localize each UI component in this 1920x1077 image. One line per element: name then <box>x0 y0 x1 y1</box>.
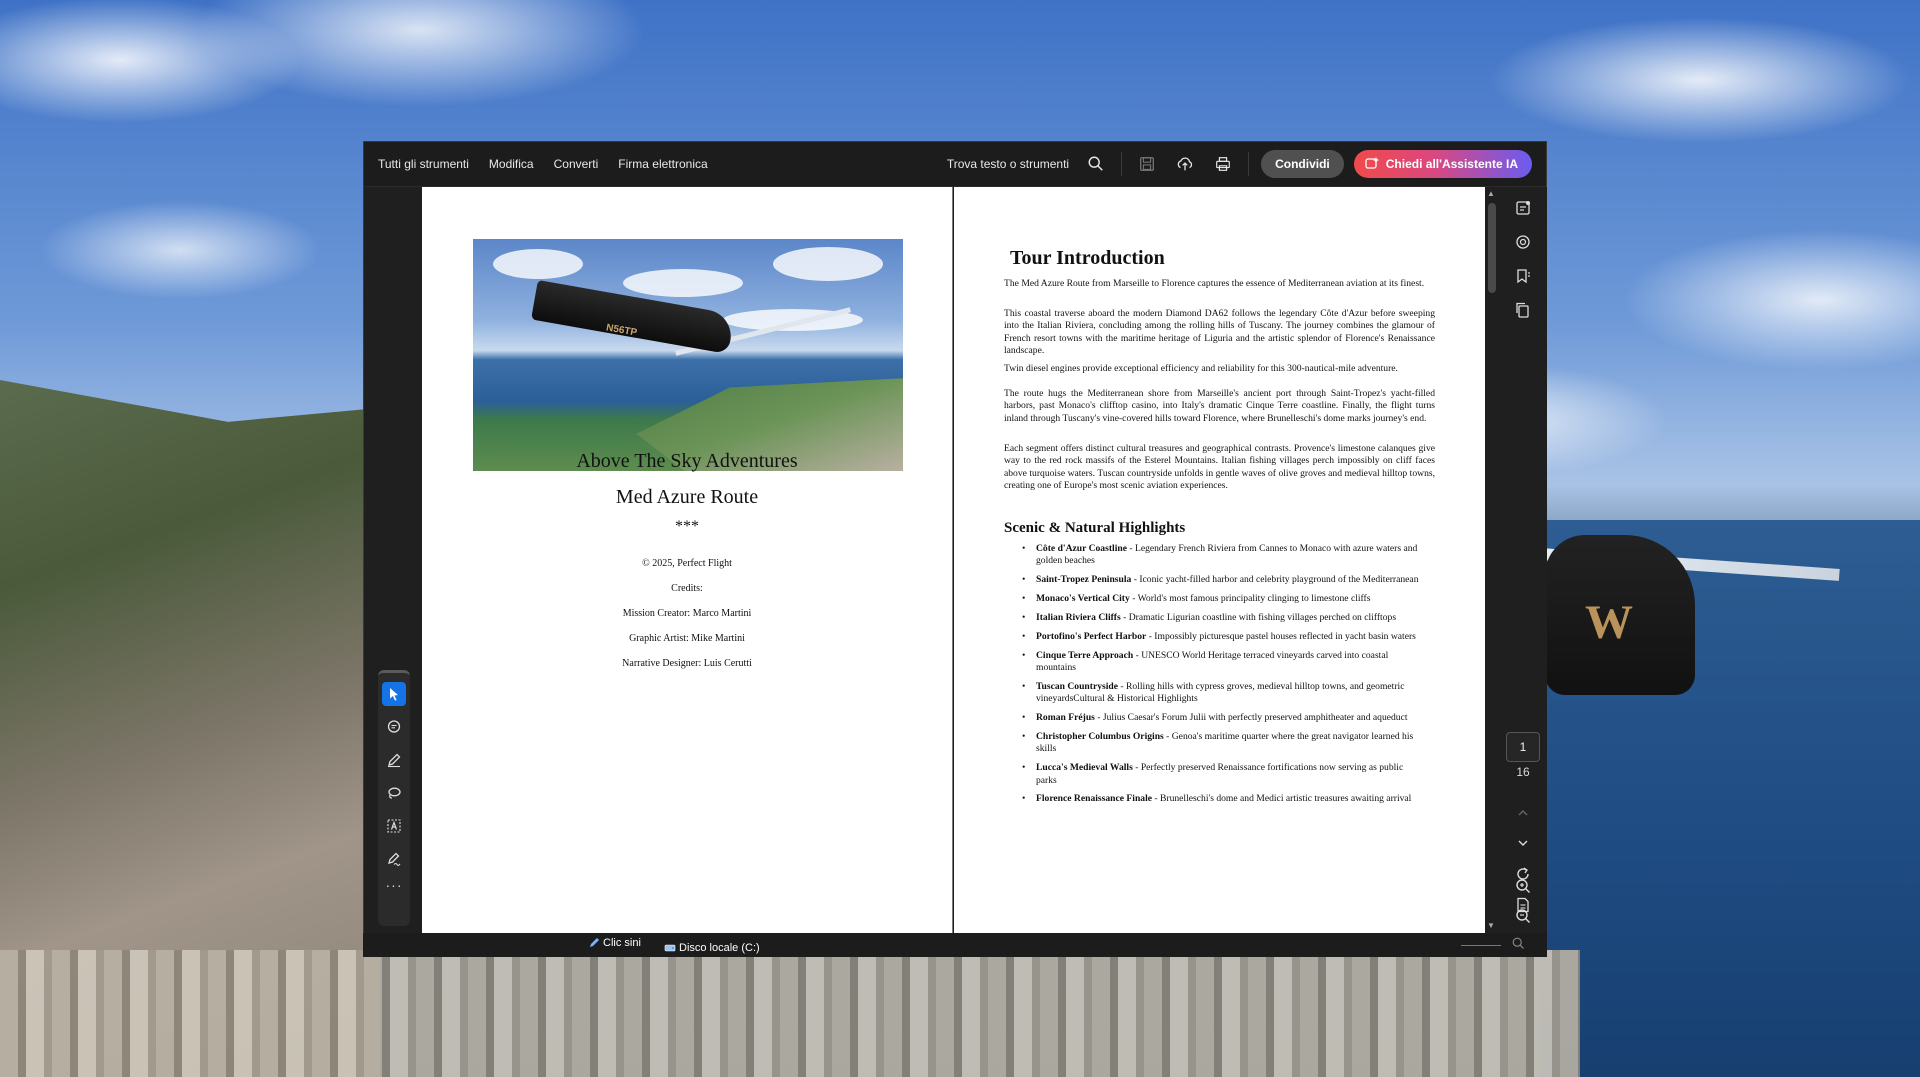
text-box-tool-button[interactable] <box>382 814 406 838</box>
search-tools-label[interactable]: Trova testo o strumenti <box>946 157 1070 171</box>
drive-icon <box>664 942 676 954</box>
list-item: • Christopher Columbus Origins - Genoa's maritime quarter where the great navigator learned his skills <box>1004 731 1435 756</box>
list-item: • Côte d'Azur Coastline - Legendary French Riviera from Cannes to Monaco with azure waters and golden beaches <box>1004 543 1435 568</box>
previous-page-icon[interactable] <box>1512 802 1534 824</box>
cover-credit-line: Narrative Designer: Luis Cerutti <box>622 658 752 669</box>
pdf-page-intro <box>954 187 1485 934</box>
pdf-page-cover <box>422 187 953 934</box>
current-page-input[interactable]: 1 <box>1506 732 1540 762</box>
highlights-heading: Scenic & Natural Highlights <box>1004 520 1186 536</box>
vertical-scrollbar[interactable] <box>1485 187 1499 934</box>
cover-image <box>473 239 903 471</box>
lasso-icon <box>386 785 402 801</box>
toolbar-divider <box>1121 152 1122 176</box>
intro-paragraph: The Med Azure Route from Marseille to Florence captures the essence of Mediterranean aviation at its finest. <box>1004 278 1425 289</box>
cover-stars: *** <box>675 518 699 535</box>
cloud-upload-icon[interactable] <box>1175 154 1195 174</box>
sign-tool-button[interactable] <box>382 847 406 871</box>
toolbar-right-group <box>947 142 1546 186</box>
intro-paragraph: The route hugs the Mediterranean shore from Marseille's ancient port through Saint-Tropez's yacht-filled harbors, past Monaco's clifftop casino, into Italy's dramatic Cinque Terre coastline. Finally, the flight turns inland through Tuscany's vine-covered hills toward Florence, where Brunelleschi's dome marks journey's end. <box>1004 388 1435 424</box>
ai-summary-icon[interactable] <box>1512 197 1534 219</box>
cover-credits-label: Credits: <box>671 583 703 594</box>
comment-icon <box>386 719 402 735</box>
cover-credit-line: Mission Creator: Marco Martini <box>622 608 752 619</box>
highlight-tool-button[interactable] <box>382 748 406 772</box>
plane-logo-icon: W <box>1585 596 1633 649</box>
taskbar-item[interactable] <box>588 937 641 949</box>
search-icon[interactable] <box>1086 154 1106 174</box>
more-tools-icon[interactable]: ··· <box>385 877 403 893</box>
toolbar-divider <box>1248 152 1249 176</box>
select-tool-button[interactable] <box>382 682 406 706</box>
signature-icon <box>386 851 402 867</box>
menu-e-sign[interactable]: Firma elettronica <box>618 157 708 171</box>
taskbar-item[interactable] <box>664 942 760 954</box>
share-button[interactable]: Condividi <box>1261 150 1344 178</box>
list-item: • Roman Fréjus - Julius Caesar's Forum Julii with perfectly preserved amphitheater and aqueduct <box>1004 712 1435 724</box>
save-icon[interactable] <box>1137 154 1157 174</box>
intro-paragraph: Each segment offers distinct cultural treasures and geographical contrasts. Provence's limestone calanques give way to the red rock massifs of the Esterel Mountains. Italian fishing villages perch impossibly on cliff faces above turquoise waters. Tuscan countryside unfolds in gentle waves of olive groves and medieval hilltop towns, creating one of Europe's most scenic aviation experiences. <box>1004 443 1435 491</box>
zoom-in-icon[interactable] <box>1512 875 1534 897</box>
pages-icon[interactable] <box>1512 299 1534 321</box>
top-toolbar <box>364 142 1546 187</box>
total-pages: 16 <box>1516 765 1530 779</box>
taskbar-item-label: Clic sini <box>603 937 641 949</box>
comments-panel-icon[interactable] <box>1512 231 1534 253</box>
pdf-viewer-window <box>363 141 1547 957</box>
menu-edit[interactable]: Modifica <box>488 157 534 171</box>
annotation-toolbar <box>378 670 410 926</box>
intro-paragraph: This coastal traverse aboard the modern Diamond DA62 follows the legendary Côte d'Azur before sweeping into the Italian Riviera, concluding among the rolling hills of Tuscany. The journey combines the glamour of French resort towns with the maritime heritage of Liguria and the artistic splendor of Florence's Renaissance landscape. <box>1004 308 1435 356</box>
brush-icon <box>588 937 600 949</box>
taskbar-item-label: Disco locale (C:) <box>679 942 760 954</box>
ai-assistant-button[interactable] <box>1354 150 1532 178</box>
comment-tool-button[interactable] <box>382 715 406 739</box>
scroll-down-icon[interactable]: ▼ <box>1487 921 1495 930</box>
cover-title: Above The Sky Adventures <box>576 450 798 472</box>
right-panel <box>1500 187 1547 934</box>
menu-all-tools[interactable]: Tutti gli strumenti <box>378 157 469 171</box>
scroll-thumb[interactable] <box>1488 203 1496 293</box>
next-page-icon[interactable] <box>1512 832 1534 854</box>
cover-copyright: © 2025, Perfect Flight <box>642 558 732 569</box>
cursor-icon <box>386 686 402 702</box>
list-item: • Cinque Terre Approach - UNESCO World Heritage terraced vineyards carved into coastal mountains <box>1004 650 1435 675</box>
list-item: • Monaco's Vertical City - World's most famous principality clinging to limestone cliffs <box>1004 593 1435 605</box>
list-item: • Italian Riviera Cliffs - Dramatic Ligurian coastline with fishing villages perched on clifftops <box>1004 612 1435 624</box>
cover-credit-line: Graphic Artist: Mike Martini <box>629 633 745 644</box>
intro-heading: Tour Introduction <box>1010 247 1165 269</box>
menu-convert[interactable]: Converti <box>553 157 599 171</box>
zoom-search-icon[interactable] <box>1511 936 1529 954</box>
bookmark-icon[interactable] <box>1512 265 1534 287</box>
list-item: • Portofino's Perfect Harbor - Impossibly picturesque pastel houses reflected in yacht basin waters <box>1004 631 1435 643</box>
scroll-up-icon[interactable]: ▲ <box>1487 189 1495 198</box>
highlights-list <box>1004 543 1435 812</box>
background-city <box>0 950 1580 1077</box>
cover-subtitle: Med Azure Route <box>615 486 759 508</box>
list-item: • Lucca's Medieval Walls - Perfectly preserved Renaissance fortifications now serving as public parks <box>1004 762 1435 787</box>
list-item: • Tuscan Countryside - Rolling hills with cypress groves, medieval hilltop towns, and geometric vineyardsCultural & Historical Highlights <box>1004 681 1435 706</box>
status-bar <box>363 933 1547 957</box>
text-box-icon <box>386 818 402 834</box>
ai-assistant-label: Chiedi all'Assistente IA <box>1385 157 1518 171</box>
zoom-slider[interactable] <box>1461 945 1501 946</box>
zoom-out-icon[interactable] <box>1512 905 1534 927</box>
pen-icon <box>386 752 402 768</box>
ai-sparkle-icon <box>1364 156 1380 172</box>
print-icon[interactable] <box>1213 154 1233 174</box>
aircraft-registration: N56TP <box>605 322 638 339</box>
background-plane-tail <box>1545 535 1695 695</box>
list-item: • Saint-Tropez Peninsula - Iconic yacht-filled harbor and celebrity playground of the Mediterranean <box>1004 574 1435 586</box>
list-item: • Florence Renaissance Finale - Brunelleschi's dome and Medici artistic treasures awaiting arrival <box>1004 793 1435 805</box>
draw-tool-button[interactable] <box>382 781 406 805</box>
intro-paragraph: Twin diesel engines provide exceptional efficiency and reliability for this 300-nautical-mile adventure. <box>1004 363 1398 374</box>
